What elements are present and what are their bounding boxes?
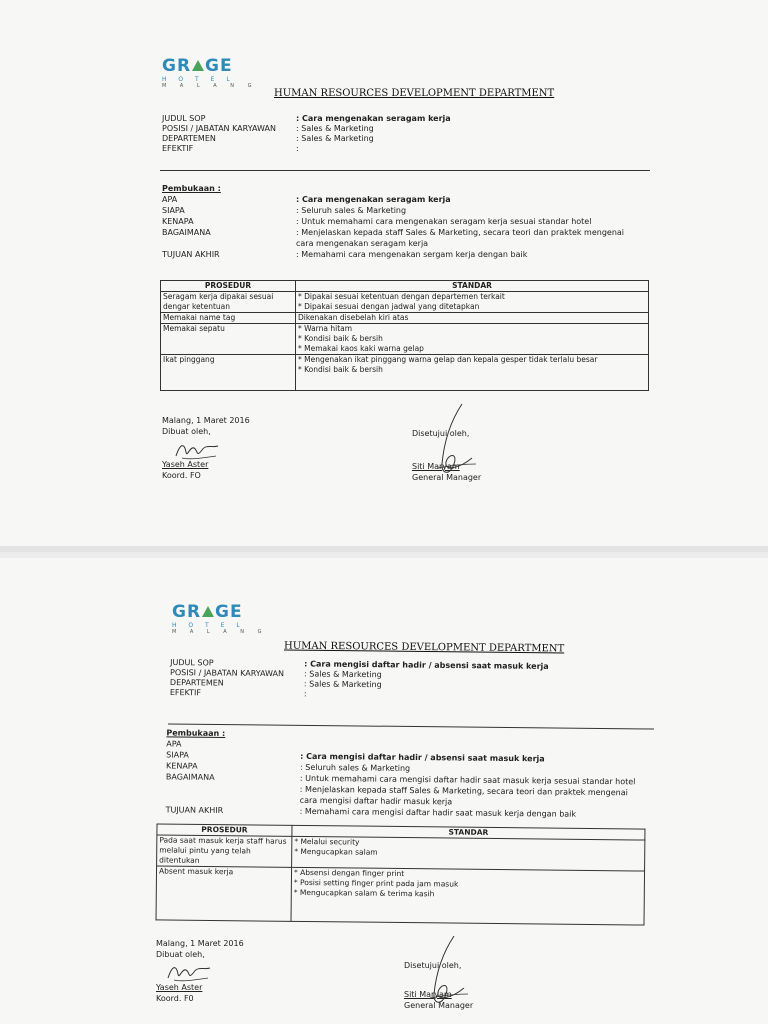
logo-word: GR GE <box>172 602 243 622</box>
sign-role: General Manager <box>412 473 482 482</box>
standar-cell <box>296 292 649 313</box>
sop-meta <box>170 658 549 702</box>
standar-line: * Warna hitam <box>298 324 353 333</box>
column-header: STANDAR <box>296 281 649 292</box>
sign-place-date: Malang, 1 Maret 2016 <box>156 939 244 948</box>
meta-key: JUDUL SOP <box>170 658 214 668</box>
standar-cell <box>291 867 645 925</box>
signature-right-icon <box>412 934 472 1014</box>
intro-key: KENAPA <box>162 217 194 226</box>
meta-row <box>162 114 451 124</box>
standar-cell <box>296 355 649 391</box>
prosedur-cell: Absent masuk kerja <box>156 866 292 921</box>
standar-line: * Memakai kaos kaki warna gelap <box>298 344 424 353</box>
intro-value: : Menjelaskan kepada staff Sales & Marketing, secara teori dan praktek mengenai <box>299 784 628 798</box>
intro-key: BAGAIMANA <box>162 228 211 237</box>
sign-label: Dibuat oleh, <box>162 427 211 436</box>
intro-key: KENAPA <box>166 761 198 771</box>
intro-row <box>162 205 656 216</box>
table-header-row <box>161 281 649 292</box>
table-row <box>161 292 649 313</box>
sign-name: Siti Maryam <box>412 462 460 471</box>
column-header: STANDAR <box>292 825 645 840</box>
table-row <box>161 324 649 355</box>
standar-line: * Mengucapkan salam & terima kasih <box>293 887 435 899</box>
meta-row <box>162 124 451 134</box>
sign-place-date: Malang, 1 Maret 2016 <box>162 416 250 425</box>
standar-line: * Mengenakan ikat pinggang warna gelap dan kepala gesper tidak terlalu besar <box>298 355 598 364</box>
standar-line: * Absensi dengan finger print <box>293 867 405 879</box>
sign-label: Disetujui oleh, <box>412 429 470 438</box>
table-row <box>161 313 649 324</box>
intro-key: APA <box>166 739 182 749</box>
table-row <box>157 835 645 871</box>
column-header: PROSEDUR <box>157 824 292 836</box>
intro-row <box>162 249 656 260</box>
meta-value: : Sales & Marketing <box>304 669 382 680</box>
signature-left-icon <box>164 960 214 986</box>
intro-head: Pembukaan : <box>166 728 226 739</box>
meta-row <box>162 144 451 154</box>
meta-value: : Cara mengisi daftar hadir / absensi saat masuk kerja <box>304 659 549 671</box>
intro-section <box>166 727 661 820</box>
dept-title: HUMAN RESOURCES DEVELOPMENT DEPARTMENT <box>274 88 555 99</box>
prosedur-cell: Memakai sepatu <box>161 324 296 355</box>
logo-triangle-icon <box>202 606 214 617</box>
intro-value: cara mengenakan seragam kerja <box>296 239 429 248</box>
intro-row <box>162 238 656 249</box>
column-header: PROSEDUR <box>161 281 296 292</box>
standar-line: * Posisi setting finger print pada jam masuk <box>293 877 459 889</box>
meta-key: JUDUL SOP <box>162 114 206 123</box>
intro-section <box>162 183 656 260</box>
intro-key: SIAPA <box>162 206 185 215</box>
sop-table <box>160 280 649 391</box>
sign-name: Siti Maryam <box>404 990 452 999</box>
intro-key: TUJUAN AKHIR <box>165 805 224 816</box>
meta-value: : <box>303 689 307 699</box>
signature-left-icon <box>172 438 222 464</box>
sign-label: Disetujui oleh, <box>404 961 462 970</box>
prosedur-cell: Memakai name tag <box>161 313 296 324</box>
sign-role: General Manager <box>404 1001 474 1010</box>
intro-key: TUJUAN AKHIR <box>162 250 220 259</box>
intro-row <box>162 216 656 227</box>
logo-triangle-icon <box>192 60 204 71</box>
intro-value: : Memahami cara mengenakan sergam kerja dengan baik <box>296 250 528 259</box>
intro-value: : Seluruh sales & Marketing <box>300 762 411 773</box>
standar-line: Dikenakan disebelah kiri atas <box>298 313 409 322</box>
intro-value: : Untuk memahami cara mengisi daftar hadir saat masuk kerja sesuai standar hotel <box>299 773 636 787</box>
signature-right-icon <box>420 402 480 484</box>
logo-city: M A L A N G <box>172 629 268 635</box>
intro-value: : Cara mengenakan seragam kerja <box>296 195 451 204</box>
intro-key: APA <box>162 195 178 204</box>
logo-city: M A L A N G <box>162 83 258 89</box>
sop-meta <box>162 114 451 154</box>
sop-page-2 <box>0 558 768 1024</box>
table-row <box>156 866 645 925</box>
intro-value: : Menjelaskan kepada staff Sales & Marketing, secara teori dan praktek mengenai <box>296 228 625 237</box>
meta-value: : Sales & Marketing <box>296 124 374 133</box>
prosedur-cell: Seragam kerja dipakai sesuai dengar ketentuan <box>161 292 296 313</box>
meta-row <box>162 134 451 144</box>
intro-key: BAGAIMANA <box>165 772 215 782</box>
meta-value: : Sales & Marketing <box>296 134 374 143</box>
standar-line: * Kondisi baik & bersih <box>298 334 383 343</box>
logo-word: GR GE <box>162 56 233 76</box>
meta-key: POSISI / JABATAN KARYAWAN <box>162 124 276 133</box>
intro-key: SIAPA <box>166 750 189 760</box>
prosedur-cell: Pada saat masuk kerja staff harus melalui pintu yang telah ditentukan <box>157 835 292 867</box>
standar-cell <box>292 836 645 871</box>
meta-key: EFEKTIF <box>169 688 202 698</box>
intro-value: cara mengisi daftar hadir masuk kerja <box>299 795 453 807</box>
standar-cell <box>296 313 649 324</box>
meta-key: DEPARTEMEN <box>162 134 216 143</box>
meta-key: POSISI / JABATAN KARYAWAN <box>170 668 285 679</box>
logo-sub: H O T E L <box>162 76 235 83</box>
prosedur-cell: Ikat pinggang <box>161 355 296 391</box>
standar-line: * Kondisi baik & bersih <box>298 365 383 374</box>
standar-line: * Dipakai sesuai ketentuan dengan departemen terkait <box>298 292 505 301</box>
intro-head: Pembukaan : <box>162 184 221 193</box>
hotel-logo <box>172 604 268 635</box>
logo-sub: H O T E L <box>172 622 245 629</box>
intro-row <box>162 227 656 238</box>
table-row <box>161 355 649 391</box>
dept-title: HUMAN RESOURCES DEVELOPMENT DEPARTMENT <box>283 640 565 655</box>
intro-key <box>162 238 296 249</box>
sign-name: Yaseh Aster <box>156 983 203 992</box>
sign-role: Koord. FO <box>162 471 201 480</box>
divider <box>160 170 650 171</box>
meta-value: : Cara mengenakan seragam kerja <box>296 114 451 123</box>
intro-row <box>162 194 656 205</box>
sop-table <box>156 823 646 925</box>
intro-value: : Cara mengisi daftar hadir / absensi saat masuk kerja <box>300 751 545 764</box>
meta-key: EFEKTIF <box>162 144 194 153</box>
sign-label: Dibuat oleh, <box>156 950 205 959</box>
hotel-logo <box>162 58 258 89</box>
intro-value: : Memahami cara mengisi daftar hadir saat masuk kerja dengan baik <box>299 806 577 819</box>
standar-cell <box>296 324 649 355</box>
sign-role: Koord. F0 <box>156 994 194 1003</box>
meta-value: : Sales & Marketing <box>303 679 382 690</box>
sign-name: Yaseh Aster <box>162 460 209 469</box>
standar-line: * Melalui security <box>294 836 360 847</box>
standar-line: * Mengucapkan salam <box>294 846 378 857</box>
standar-line: * Dipakai sesuai dengan jadwal yang ditetapkan <box>298 302 480 311</box>
intro-value: : Untuk memahami cara mengenakan seragam kerja sesuai standar hotel <box>296 217 592 226</box>
meta-value: : <box>296 144 299 153</box>
intro-value: : Seluruh sales & Marketing <box>296 206 407 215</box>
meta-key: DEPARTEMEN <box>169 678 224 688</box>
